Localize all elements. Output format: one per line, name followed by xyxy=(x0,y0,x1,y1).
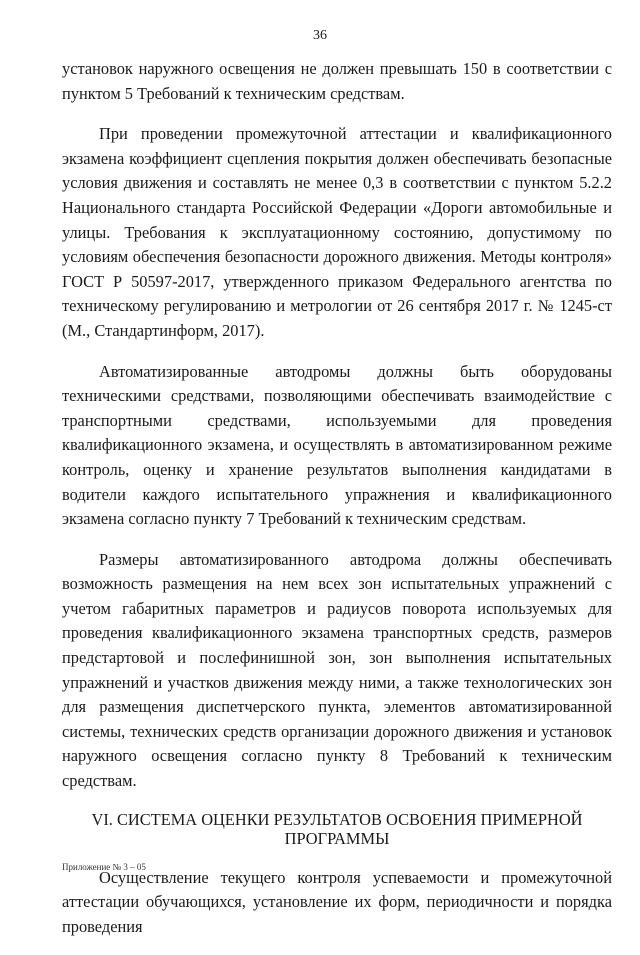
section-heading-line-2: ПРОГРАММЫ xyxy=(284,828,390,848)
paragraph-continuation: установок наружного освещения не должен превышать 150 в соответствии с пунктом 5 Требований к техническим средствам. xyxy=(62,59,612,103)
paragraph-current-control: Осуществление текущего контроля успеваемости и промежуточной аттестации обучающихся, установление их форм, периодичности и порядка проведения xyxy=(62,867,612,936)
section-heading xyxy=(62,810,612,848)
page-number: 36 xyxy=(313,28,327,43)
page-footer: Приложение № 3 – 05 xyxy=(62,862,146,872)
document-body xyxy=(62,57,612,955)
paragraph-autodrome-dimensions: Размеры автоматизированного автодрома должны обеспечивать возможность размещения на нем всех зон испытательных упражнений с учетом габаритных параметров и радиусов поворота используемых для проведения квалификационного экзамена транспортных средств, размеров предстартовой и послефинишной зон, зон выполнения испытательных упражнений и участков движения между ними, а также технологических зон для размещения диспетчерского пункта, элементов автоматизированной системы, технических средств организации дорожного движения и установок наружного освещения согласно пункту 8 Требований к техническим средствам. xyxy=(62,549,612,791)
paragraph-adhesion-coefficient: При проведении промежуточной аттестации и квалификационного экзамена коэффициент сцепления покрытия должен обеспечивать безопасные условия движения и составлять не менее 0,3 в соответствии с пунктом 5.2.2 Национального стандарта Российской Федерации «Дороги автомобильные и улицы. Требования к эксплуатационному состоянию, допустимому по условиям обеспечения безопасности дорожного движения. Методы контроля» ГОСТ Р 50597-2017, утвержденного приказом Федерального агентства по техническому регулированию и метрологии от 26 сентября 2017 г. № 1245-ст (М., Стандартинформ, 2017). xyxy=(62,124,612,340)
paragraph-automated-autodromes: Автоматизированные автодромы должны быть оборудованы техническими средствами, позволяющими обеспечивать взаимодействие с транспортными средствами, используемыми для проведения квалификационного экзамена, и осуществлять в автоматизированном режиме контроль, оценку и хранение результатов выполнения кандидатами в водители каждого испытательного упражнения и квалификационного экзамена согласно пункту 7 Требований к техническим средствам. xyxy=(62,361,612,529)
section-heading-line-1: VI. СИСТЕМА ОЦЕНКИ РЕЗУЛЬТАТОВ ОСВОЕНИЯ ПРИМЕРНОЙ xyxy=(91,809,583,829)
